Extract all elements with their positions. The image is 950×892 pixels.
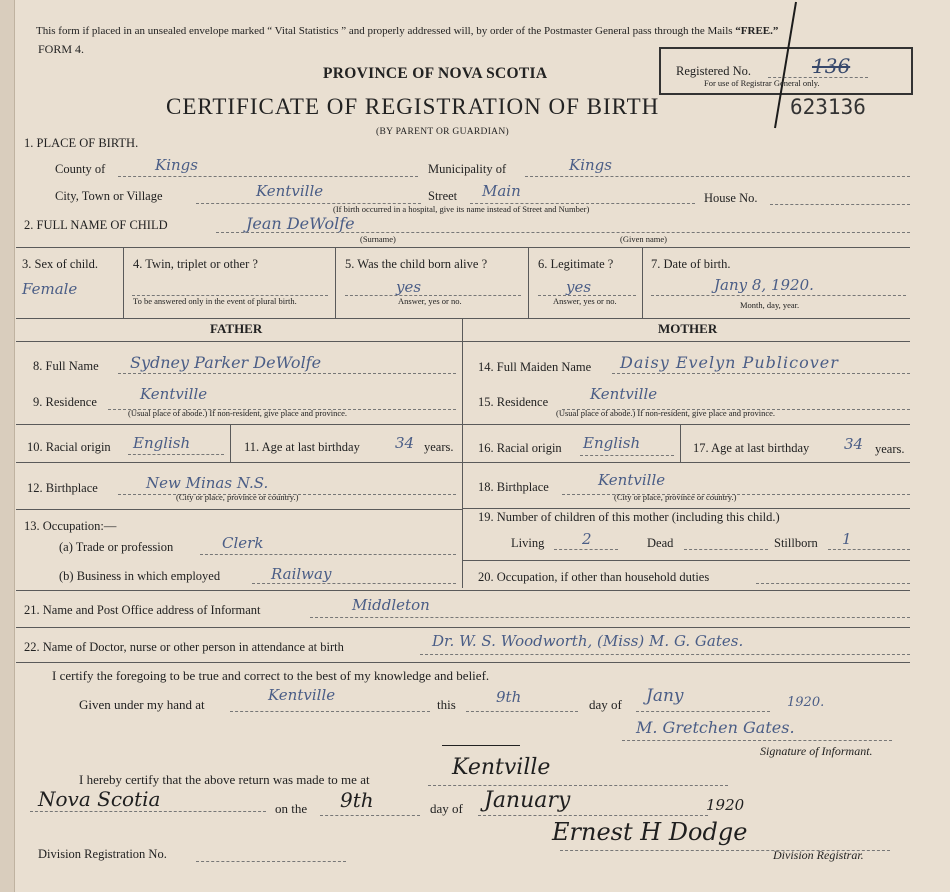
row-divider	[16, 462, 462, 463]
registrar-day-value: 9th	[340, 788, 374, 812]
registrar-day-of-label: day of	[430, 801, 463, 816]
registrar-month-line	[478, 815, 708, 816]
children-count-label: 19. Number of children of this mother (including this child.)	[478, 510, 780, 524]
trade-line	[200, 554, 456, 555]
short-rule	[442, 745, 520, 746]
born-alive-label: 5. Was the child born alive ?	[345, 257, 488, 271]
column-divider	[123, 247, 124, 318]
born-alive-note: Answer, yes or no.	[398, 296, 462, 306]
registrar-province-line	[30, 811, 266, 812]
column-divider	[680, 424, 681, 462]
mother-racial-origin-label: 16. Racial origin	[478, 441, 562, 455]
row-divider	[16, 341, 910, 342]
mother-racial-origin-value: English	[583, 434, 641, 452]
father-birthplace-label: 12. Birthplace	[27, 481, 98, 495]
column-divider	[335, 247, 336, 318]
division-registration-line	[196, 861, 346, 862]
child-name-label: 2. FULL NAME OF CHILD	[24, 218, 168, 232]
row-divider	[16, 509, 462, 510]
row-divider	[462, 424, 910, 425]
mother-racial-origin-line	[580, 455, 674, 456]
doctor-line	[420, 654, 910, 655]
mother-birthplace-label: 18. Birthplace	[478, 480, 549, 494]
father-heading: FATHER	[210, 321, 263, 336]
stillborn-line	[828, 549, 910, 550]
date-of-birth-note: Month, day, year.	[740, 300, 800, 310]
informant-signature-line	[622, 740, 892, 741]
living-line	[554, 549, 618, 550]
father-racial-origin-value: English	[133, 434, 191, 452]
postal-notice	[36, 26, 778, 37]
twin-label: 4. Twin, triplet or other ?	[133, 257, 258, 271]
father-age-value: 34	[395, 434, 415, 452]
doctor-label: 22. Name of Doctor, nurse or other person in attendance at birth	[24, 640, 344, 654]
father-name-value: Sydney Parker DeWolfe	[130, 353, 322, 372]
municipality-line	[525, 176, 910, 177]
trade-label: (a) Trade or profession	[59, 540, 174, 554]
legitimate-value: yes	[566, 278, 592, 296]
province-heading: PROVINCE OF NOVA SCOTIA	[323, 65, 548, 82]
column-divider	[642, 247, 643, 318]
father-racial-origin-line	[128, 454, 224, 455]
registrar-on-the-label: on the	[275, 801, 308, 816]
mother-residence-value: Kentville	[590, 385, 658, 403]
father-name-line	[118, 373, 456, 374]
stamped-number: 623136	[790, 95, 866, 119]
division-registration-label: Division Registration No.	[38, 847, 167, 861]
mother-name-value: Daisy Evelyn Publicover	[620, 353, 839, 372]
given-place-value: Kentville	[268, 686, 336, 704]
division-registrar-label: Division Registrar.	[773, 848, 864, 862]
mother-name-line	[612, 373, 910, 374]
date-of-birth-label: 7. Date of birth.	[651, 257, 731, 271]
postal-free-label: “FREE.”	[735, 25, 779, 37]
county-line	[118, 176, 418, 177]
parents-column-divider	[462, 318, 463, 588]
house-number-label: House No.	[704, 191, 758, 205]
city-label: City, Town or Village	[55, 189, 163, 203]
father-birthplace-value: New Minas N.S.	[146, 474, 269, 492]
street-value: Main	[482, 182, 521, 200]
row-divider	[462, 462, 910, 463]
registered-number-value: 136	[812, 54, 851, 78]
trade-value: Clerk	[222, 534, 264, 552]
certify-day-value: 9th	[496, 688, 522, 706]
father-residence-note: (Usual place of abode.) If non-resident, give place and province.	[128, 408, 348, 418]
mother-heading: MOTHER	[658, 321, 718, 336]
page-title: CERTIFICATE OF REGISTRATION OF BIRTH	[166, 94, 660, 119]
certify-statement: I certify the foregoing to be true and correct to the best of my knowledge and belief.	[52, 668, 490, 683]
municipality-value: Kings	[569, 156, 612, 174]
mother-residence-note: (Usual place of abode.) If non-resident, give place and province.	[556, 408, 776, 418]
father-occupation-label: 13. Occupation:—	[24, 519, 117, 533]
mother-birthplace-note: (City or place, province or country.)	[614, 492, 737, 502]
mother-age-label: 17. Age at last birthday	[693, 441, 810, 455]
house-number-line	[770, 204, 910, 205]
legitimate-label: 6. Legitimate ?	[538, 257, 614, 271]
legitimate-note: Answer, yes or no.	[553, 296, 617, 306]
certify-year-value: 1920.	[787, 695, 825, 710]
informant-signature: M. Gretchen Gates.	[636, 718, 795, 737]
registrar-month-value: January	[484, 788, 571, 813]
father-birthplace-note: (City or place, province or country.)	[176, 492, 299, 502]
business-line	[252, 583, 456, 584]
date-of-birth-line	[651, 295, 906, 296]
stillborn-value: 1	[842, 530, 852, 548]
mother-occupation-line	[756, 583, 910, 584]
city-value: Kentville	[256, 182, 324, 200]
informant-signature-label: Signature of Informant.	[760, 744, 873, 758]
column-divider	[230, 424, 231, 462]
mother-name-label: 14. Full Maiden Name	[478, 360, 592, 374]
registered-number-note: For use of Registrar General only.	[704, 78, 820, 88]
page-binding-edge	[0, 0, 15, 892]
this-label: this	[437, 697, 456, 712]
business-value: Railway	[271, 565, 332, 583]
child-name-value: Jean DeWolfe	[246, 214, 355, 233]
father-residence-value: Kentville	[140, 385, 208, 403]
page-subtitle: (BY PARENT OR GUARDIAN)	[376, 127, 509, 137]
father-racial-origin-label: 10. Racial origin	[27, 440, 111, 454]
row-divider	[16, 247, 910, 248]
father-years-label: years.	[424, 440, 454, 454]
mother-birthplace-value: Kentville	[598, 471, 666, 489]
dead-line	[684, 549, 768, 550]
sex-label: 3. Sex of child.	[22, 257, 99, 271]
dead-label: Dead	[647, 536, 674, 550]
municipality-label: Municipality of	[428, 162, 507, 176]
registrar-signature: Ernest H Dodge	[552, 818, 748, 846]
father-age-label: 11. Age at last birthday	[244, 440, 360, 454]
certify-month-value: Jany	[646, 686, 684, 706]
county-label: County of	[55, 162, 106, 176]
registrar-place-line	[428, 785, 728, 786]
registrar-statement: I hereby certify that the above return was made to me at	[79, 772, 370, 787]
row-divider	[462, 508, 910, 509]
business-label: (b) Business in which employed	[59, 569, 221, 583]
postal-notice-text: This form if placed in an unsealed envelope marked “ Vital Statistics ” and properly addressed will, by order of the Postmaster General pass through the Mails	[36, 25, 733, 37]
sex-value: Female	[22, 280, 78, 298]
surname-note: (Surname)	[360, 234, 396, 244]
mother-residence-label: 15. Residence	[478, 395, 549, 409]
column-divider	[528, 247, 529, 318]
mother-age-value: 34	[844, 435, 864, 453]
registrar-year-value: 1920	[706, 796, 745, 814]
street-label: Street	[428, 189, 458, 203]
born-alive-value: yes	[396, 278, 422, 296]
hospital-note: (If birth occurred in a hospital, give its name instead of Street and Number)	[333, 204, 590, 214]
living-value: 2	[582, 530, 592, 548]
date-of-birth-value: Jany 8, 1920.	[714, 276, 814, 294]
row-divider	[16, 590, 910, 591]
informant-label: 21. Name and Post Office address of Informant	[24, 603, 261, 617]
father-residence-label: 9. Residence	[33, 395, 97, 409]
given-under-hand-label: Given under my hand at	[79, 697, 205, 712]
mother-years-label: years.	[875, 442, 905, 456]
place-of-birth-heading: 1. PLACE OF BIRTH.	[24, 136, 139, 150]
certify-day-of-label: day of	[589, 697, 622, 712]
row-divider	[462, 560, 910, 561]
father-name-label: 8. Full Name	[33, 359, 99, 373]
mother-occupation-label: 20. Occupation, if other than household duties	[478, 570, 710, 584]
doctor-value: Dr. W. S. Woodworth, (Miss) M. G. Gates.	[432, 632, 744, 650]
twin-note: To be answered only in the event of plural birth.	[133, 296, 297, 306]
stillborn-label: Stillborn	[774, 536, 818, 550]
row-divider	[16, 662, 910, 663]
certify-day-line	[466, 711, 578, 712]
county-value: Kings	[155, 156, 198, 174]
informant-value: Middleton	[352, 596, 430, 614]
registrar-province-value: Nova Scotia	[38, 787, 161, 811]
form-number: FORM 4.	[38, 42, 85, 56]
given-name-note: (Given name)	[620, 234, 667, 244]
given-place-line	[230, 711, 430, 712]
informant-line	[310, 617, 910, 618]
registrar-day-line	[320, 815, 420, 816]
row-divider	[16, 424, 462, 425]
registrar-place-value: Kentville	[452, 755, 551, 780]
registered-number-label: Registered No.	[676, 64, 751, 78]
row-divider	[16, 627, 910, 628]
living-label: Living	[511, 536, 545, 550]
certify-month-line	[636, 711, 770, 712]
row-divider	[16, 318, 910, 319]
